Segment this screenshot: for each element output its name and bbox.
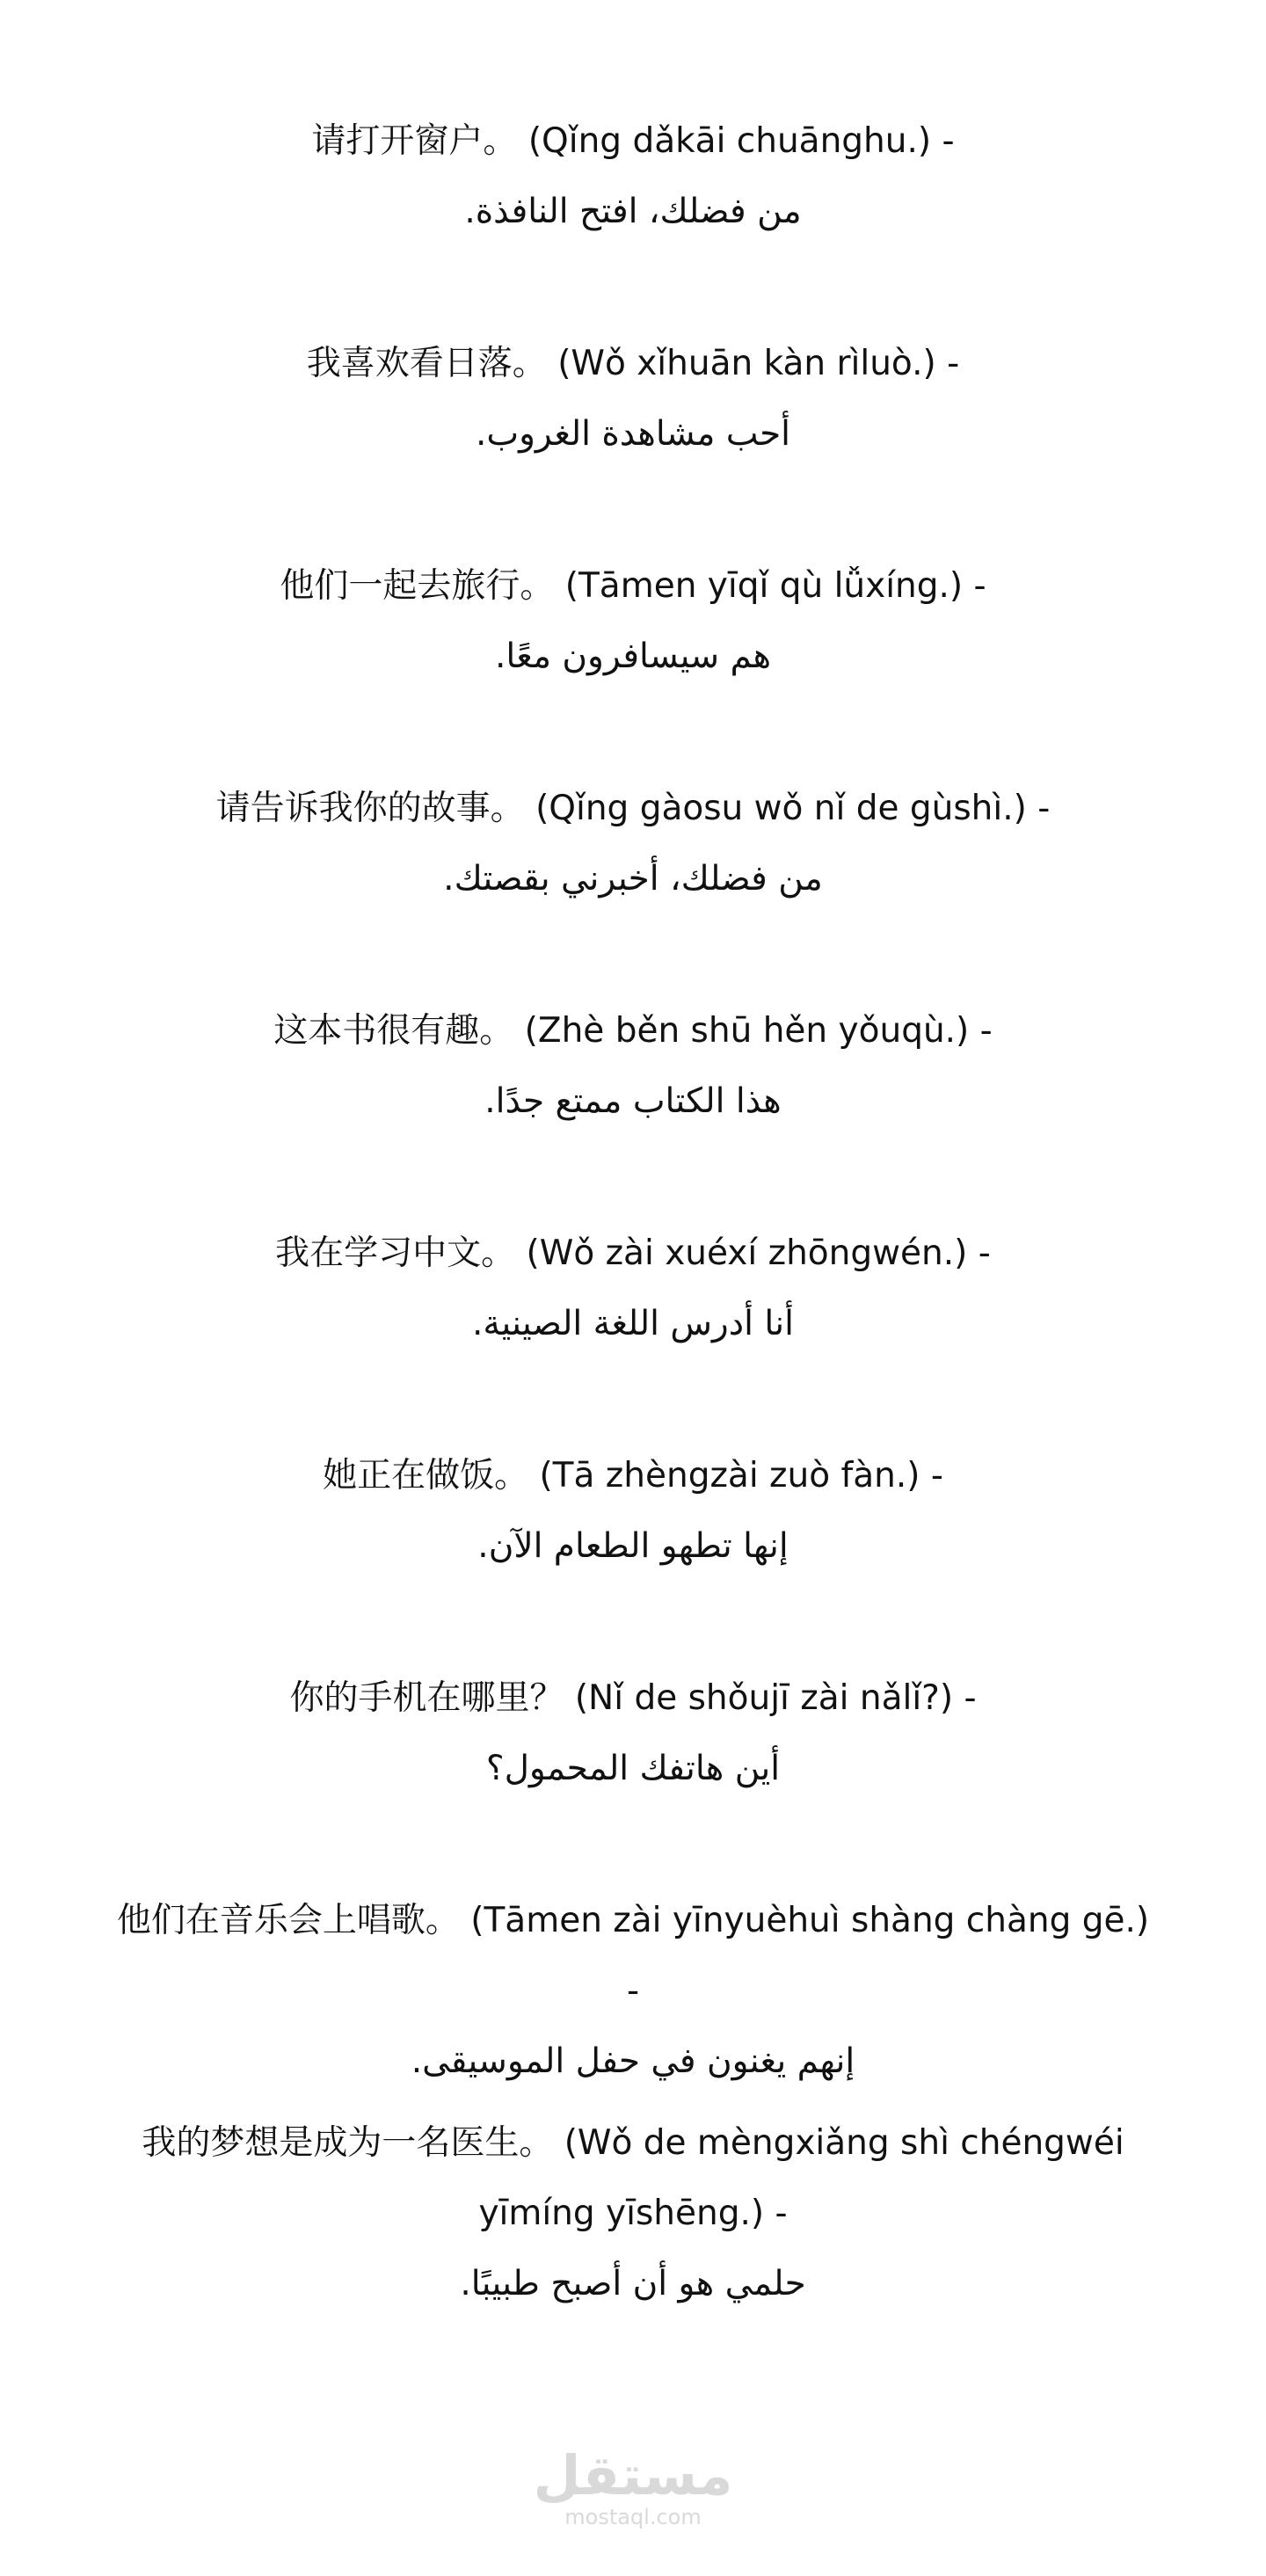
arabic-translation: أحب مشاهدة الغروب.	[475, 414, 791, 454]
chinese-sentence: 请打开窗户。 (Qǐng dǎkāi chuānghu.) -	[311, 121, 955, 161]
chinese-sentence: 我喜欢看日落。 (Wǒ xǐhuān kàn rìluò.) -	[306, 344, 960, 383]
chinese-sentence: 这本书很有趣。 (Zhè běn shū hěn yǒuqù.) -	[273, 1011, 993, 1051]
arabic-translation: حلمي هو أن أصبح طبيبًا.	[460, 2264, 806, 2303]
arabic-translation: من فضلك، افتح النافذة.	[464, 192, 802, 231]
arabic-translation: هم سيسافرون معًا.	[494, 637, 772, 676]
chinese-sentence-line-2: yīmíng yīshēng.) -	[478, 2194, 788, 2233]
arabic-translation: أنا أدرس اللغة الصينية.	[472, 1304, 794, 1343]
chinese-sentence: 你的手机在哪里？ (Nǐ de shǒujī zài nǎlǐ?) -	[289, 1678, 977, 1718]
arabic-translation: أين هاتفك المحمول؟	[485, 1749, 781, 1788]
arabic-translation: من فضلك، أخبرني بقصتك.	[443, 859, 823, 899]
watermark-url: mostaql.com	[564, 2505, 702, 2529]
chinese-sentence: 他们一起去旅行。 (Tāmen yīqǐ qù lǚxíng.) -	[280, 566, 986, 606]
arabic-translation: هذا الكتاب ممتع جدًا.	[484, 1081, 782, 1121]
arabic-translation: إنها تطهو الطعام الآن.	[477, 1526, 789, 1566]
arabic-translation: إنهم يغنون في حفل الموسيقى.	[411, 2041, 855, 2081]
chinese-sentence: 我在学习中文。 (Wǒ zài xuéxí zhōngwén.) -	[275, 1233, 991, 1273]
chinese-sentence-line-2: -	[626, 1971, 640, 2011]
chinese-sentence-line-1: 他们在音乐会上唱歌。 (Tāmen zài yīnyuèhuì shàng chàng gē.)	[116, 1901, 1150, 1940]
chinese-sentence: 请告诉我你的故事。 (Qǐng gàosu wǒ nǐ de gùshì.) -	[215, 789, 1051, 828]
watermark-logo: مستقل	[533, 2443, 733, 2507]
chinese-sentence: 她正在做饭。 (Tā zhèngzài zuò fàn.) -	[323, 1456, 943, 1495]
chinese-sentence-line-1: 我的梦想是成为一名医生。 (Wǒ de mèngxiǎng shì chéngwéi	[142, 2123, 1124, 2163]
